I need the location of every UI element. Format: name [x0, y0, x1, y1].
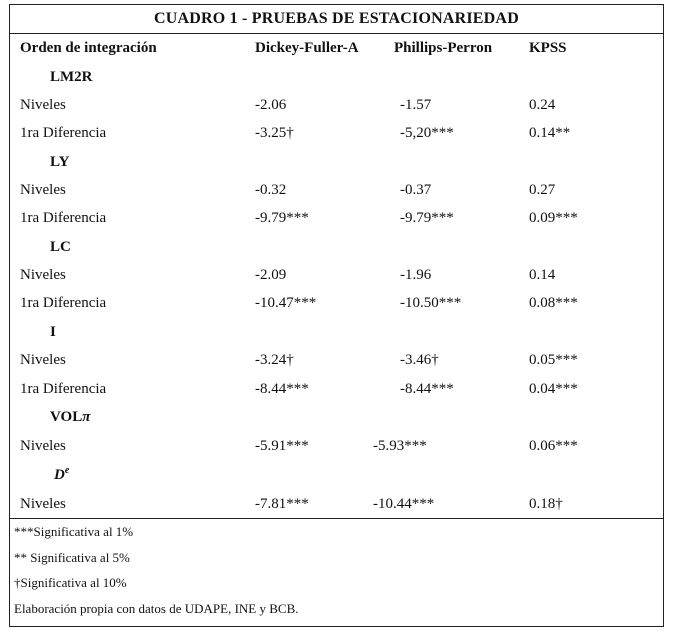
- header-row: [10, 34, 663, 62]
- header-dickey-fuller: Dickey-Fuller-A: [255, 40, 359, 56]
- df-value: -10.47***: [255, 295, 317, 311]
- variable-name: LC: [50, 239, 71, 255]
- row-label: Niveles: [20, 182, 66, 198]
- kpss-value: 0.24: [529, 97, 556, 113]
- group-heading: [10, 148, 663, 176]
- note-source: Elaboración propia con datos de UDAPE, INE y BCB.: [14, 601, 299, 616]
- pp-value: -10.50***: [400, 295, 462, 311]
- header-kpss: KPSS: [529, 40, 567, 56]
- kpss-value: 0.14: [529, 267, 556, 283]
- kpss-value: 0.27: [529, 182, 556, 198]
- pp-value: -3.46†: [400, 352, 439, 368]
- header-order: Orden de integración: [20, 40, 157, 56]
- superscript-e: e: [64, 465, 70, 476]
- table-row: [10, 375, 663, 403]
- variable-name-base: VOL: [50, 409, 83, 425]
- table-row: [10, 490, 663, 518]
- group-heading: [10, 403, 663, 431]
- pi-symbol: π: [82, 409, 91, 425]
- df-value: -2.09: [255, 267, 287, 283]
- table-row: [10, 176, 663, 204]
- pp-value: -0.37: [400, 182, 432, 198]
- row-label: 1ra Diferencia: [20, 295, 107, 311]
- df-value: -0.32: [255, 182, 287, 198]
- table-row: [10, 91, 663, 119]
- row-label: Niveles: [20, 438, 66, 454]
- row-label: Niveles: [20, 496, 66, 512]
- df-value: -5.91***: [255, 438, 309, 454]
- row-label: Niveles: [20, 352, 66, 368]
- group-heading: [10, 233, 663, 261]
- table-row: [10, 261, 663, 289]
- notes-divider: [10, 518, 663, 519]
- variable-name: [54, 461, 69, 489]
- pp-value: -5,20***: [400, 125, 454, 141]
- kpss-value: 0.06***: [529, 438, 578, 454]
- group-heading: [10, 63, 663, 91]
- df-value: -2.06: [255, 97, 287, 113]
- pp-value: -9.79***: [400, 210, 454, 226]
- variable-name: I: [50, 324, 56, 340]
- note-significance-5: ** Significativa al 5%: [14, 550, 130, 565]
- variable-name: [50, 403, 90, 431]
- table-row: [10, 432, 663, 460]
- df-value: -3.24†: [255, 352, 294, 368]
- header-phillips-perron: Phillips-Perron: [394, 40, 493, 56]
- row-label: 1ra Diferencia: [20, 210, 107, 226]
- variable-name-base: D: [54, 467, 65, 483]
- table-row: [10, 204, 663, 232]
- df-value: -7.81***: [255, 496, 309, 512]
- note-significance-1: ***Significativa al 1%: [14, 524, 134, 539]
- table-frame: [9, 4, 664, 627]
- row-label: Niveles: [20, 267, 66, 283]
- kpss-value: 0.14**: [529, 125, 571, 141]
- group-heading: [10, 318, 663, 346]
- pp-value: -8.44***: [400, 381, 454, 397]
- table-row: [10, 346, 663, 374]
- kpss-value: 0.18†: [529, 496, 563, 512]
- variable-name: LM2R: [50, 69, 93, 85]
- df-value: -9.79***: [255, 210, 309, 226]
- row-label: 1ra Diferencia: [20, 381, 107, 397]
- df-value: -3.25†: [255, 125, 294, 141]
- table-title: CUADRO 1 - PRUEBAS DE ESTACIONARIEDAD: [10, 5, 663, 34]
- table-row: [10, 119, 663, 147]
- note-significance-10: †Significativa al 10%: [14, 575, 127, 590]
- df-value: -8.44***: [255, 381, 309, 397]
- pp-value: -10.44***: [373, 496, 435, 512]
- pp-value: -1.96: [400, 267, 432, 283]
- variable-name: LY: [50, 154, 70, 170]
- kpss-value: 0.08***: [529, 295, 578, 311]
- row-label: Niveles: [20, 97, 66, 113]
- group-heading: [10, 461, 663, 489]
- kpss-value: 0.05***: [529, 352, 578, 368]
- pp-value: -5.93***: [373, 438, 427, 454]
- kpss-value: 0.04***: [529, 381, 578, 397]
- kpss-value: 0.09***: [529, 210, 578, 226]
- row-label: 1ra Diferencia: [20, 125, 107, 141]
- table-row: [10, 289, 663, 317]
- pp-value: -1.57: [400, 97, 432, 113]
